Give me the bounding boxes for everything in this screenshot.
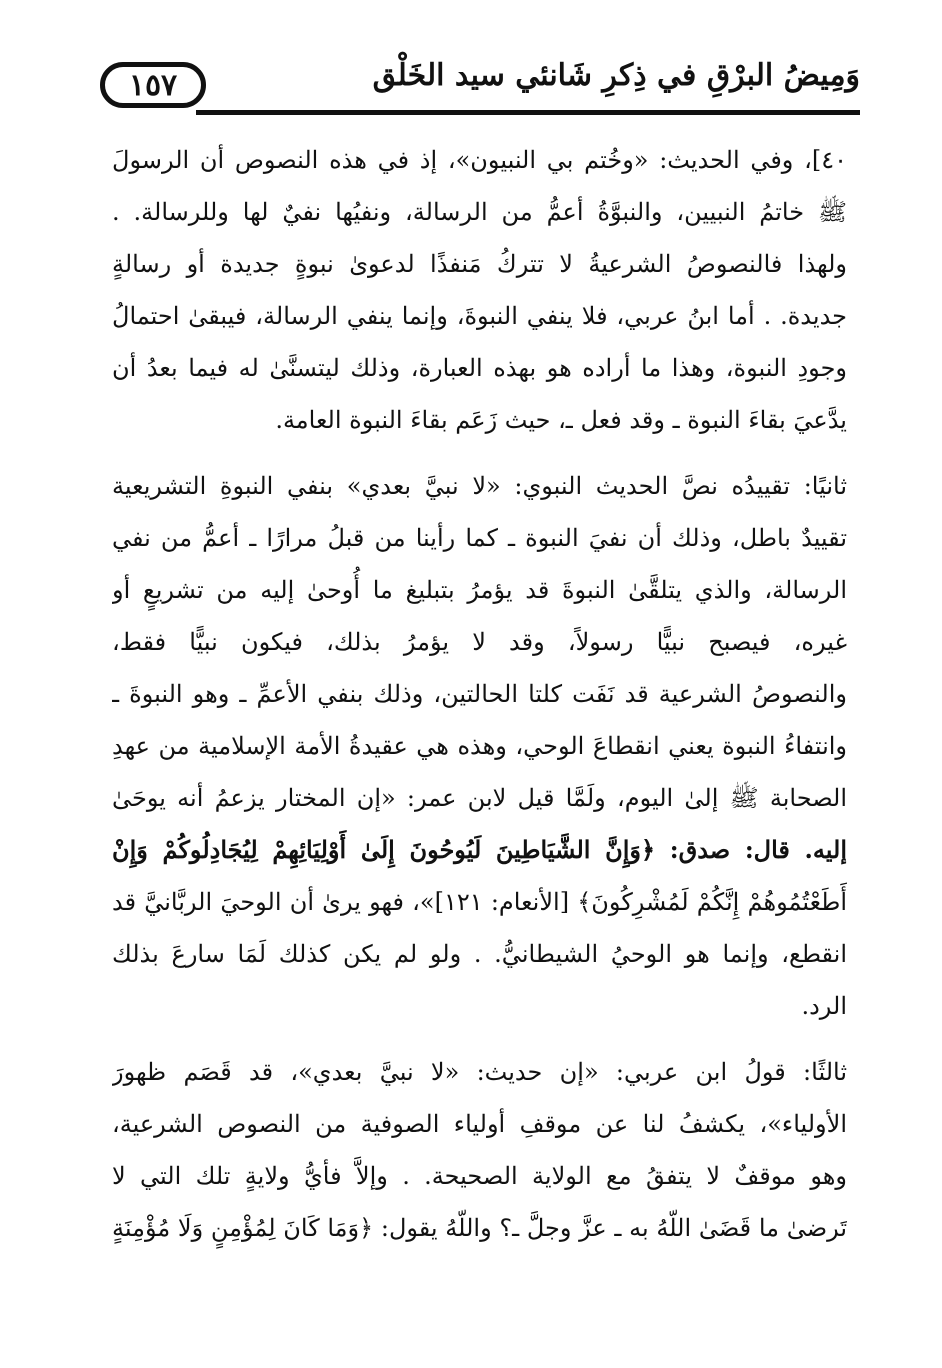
text-line: الرسالة، والذي يتلقَّىٰ النبوةَ قد يؤمرُ بتبليغ ما أُوحىٰ إليه من تشريعٍ أو <box>112 576 847 604</box>
text-line: الأولياء»، يكشفُ لنا عن موقفِ أولياء الصوفية من النصوص الشرعية، <box>112 1110 847 1138</box>
paragraph-2 <box>112 460 847 1032</box>
page-header <box>100 52 860 124</box>
text-line: تقييدٌ باطل، وذلك أن نفيَ النبوة ـ كما رأينا من قبلُ مرارًا ـ أعمُّ من نفي <box>112 524 847 552</box>
paragraph-gap <box>112 446 847 460</box>
text-line: ثالثًا: قولُ ابن عربي: «إن حديث: «لا نبيَّ بعدي»، قد قَصَم ظهورَ <box>112 1058 847 1086</box>
text-line: ثانيًا: تقييدُه نصَّ الحديث النبوي: «لا نبيَّ بعدي» بنفي النبوةِ التشريعية <box>112 472 847 500</box>
text-line: يدَّعيَ بقاءَ النبوة ـ وقد فعل ـ، حيث زَعَم بقاءَ النبوة العامة. <box>275 406 847 434</box>
text-line: والنصوصُ الشرعية قد نَفَت كلتا الحالتين، وذلك بنفي الأعمِّ ـ وهو النبوةَ ـ <box>112 680 847 708</box>
text-line: غيره، فيصبح نبيًّا رسولاً، وقد لا يؤمرُ بذلك، فيكون نبيًّا فقط، <box>112 628 847 656</box>
running-title: وَمِيضُ البرْقِ في ذِكرِ شَانئي سيد الخَلْق <box>372 58 860 93</box>
header-rule <box>196 110 860 115</box>
text-line: جديدة. . أما ابنُ عربي، فلا ينفي النبوةَ، وإنما ينفي الرسالة، فيبقىٰ احتمالُ <box>112 302 847 330</box>
text-line: إليه. قال: صدق: ﴿وَإِنَّ الشَّيَاطِينَ لَيُوحُونَ إِلَىٰ أَوْلِيَائِهِمْ لِيُجَادِلُوكُمْ وَإِنْ <box>112 835 847 864</box>
text-line: انقطع، وإنما هو الوحيُ الشيطانيُّ. . ولو لم يكن كذلك لَمَا سارعَ بذلك <box>112 940 847 968</box>
text-line: ﷺ خاتمُ النبيين، والنبوَّةُ أعمُّ من الرسالة، ونفيُها نفيٌ لها وللرسالة. . <box>112 198 847 226</box>
text-line: أَطَعْتُمُوهُمْ إِنَّكُمْ لَمُشْرِكُونَ﴾ [الأنعام: ١٢١]»، فهو يرىٰ أن الوحيَ الربَّانيَّ قد <box>112 888 847 916</box>
page-number: ١٥٧ <box>100 62 206 108</box>
text-line: وجودِ النبوة، وهذا ما أراده هو بهذه العبارة، وذلك ليتسنَّىٰ له فيما بعدُ أن <box>112 354 847 382</box>
text-line: الرد. <box>801 992 847 1020</box>
body-text <box>112 134 847 1254</box>
text-line: ٤٠]، وفي الحديث: «وخُتم بي النبيون»، إذ في هذه النصوص أن الرسولَ <box>112 146 847 174</box>
paragraph-1 <box>112 134 847 446</box>
paragraph-gap <box>112 1032 847 1046</box>
text-line: ولهذا فالنصوصُ الشرعيةُ لا تتركُ مَنفذًا لدعوىٰ نبوةٍ جديدة أو رسالةٍ <box>112 250 847 278</box>
text-line: تَرضىٰ ما قَضَىٰ اللّهُ به ـ عزَّ وجلَّ ـ؟ واللّهُ يقول: ﴿وَمَا كَانَ لِمُؤْمِنٍ وَلَا مُؤْمِنَةٍ <box>112 1214 847 1242</box>
text-line: الصحابة ﷺ إلىٰ اليوم، ولَمَّا قيل لابن عمر: «إن المختار يزعمُ أنه يوحَىٰ <box>112 784 847 812</box>
paragraph-3 <box>112 1046 847 1254</box>
text-line: وانتفاءُ النبوة يعني انقطاعَ الوحي، وهذه هي عقيدةُ الأمة الإسلامية من عهدِ <box>112 732 847 760</box>
text-line: وهو موقفٌ لا يتفقُ مع الولاية الصحيحة. . وإلاَّ فأيُّ ولايةٍ تلك التي لا <box>112 1162 847 1190</box>
